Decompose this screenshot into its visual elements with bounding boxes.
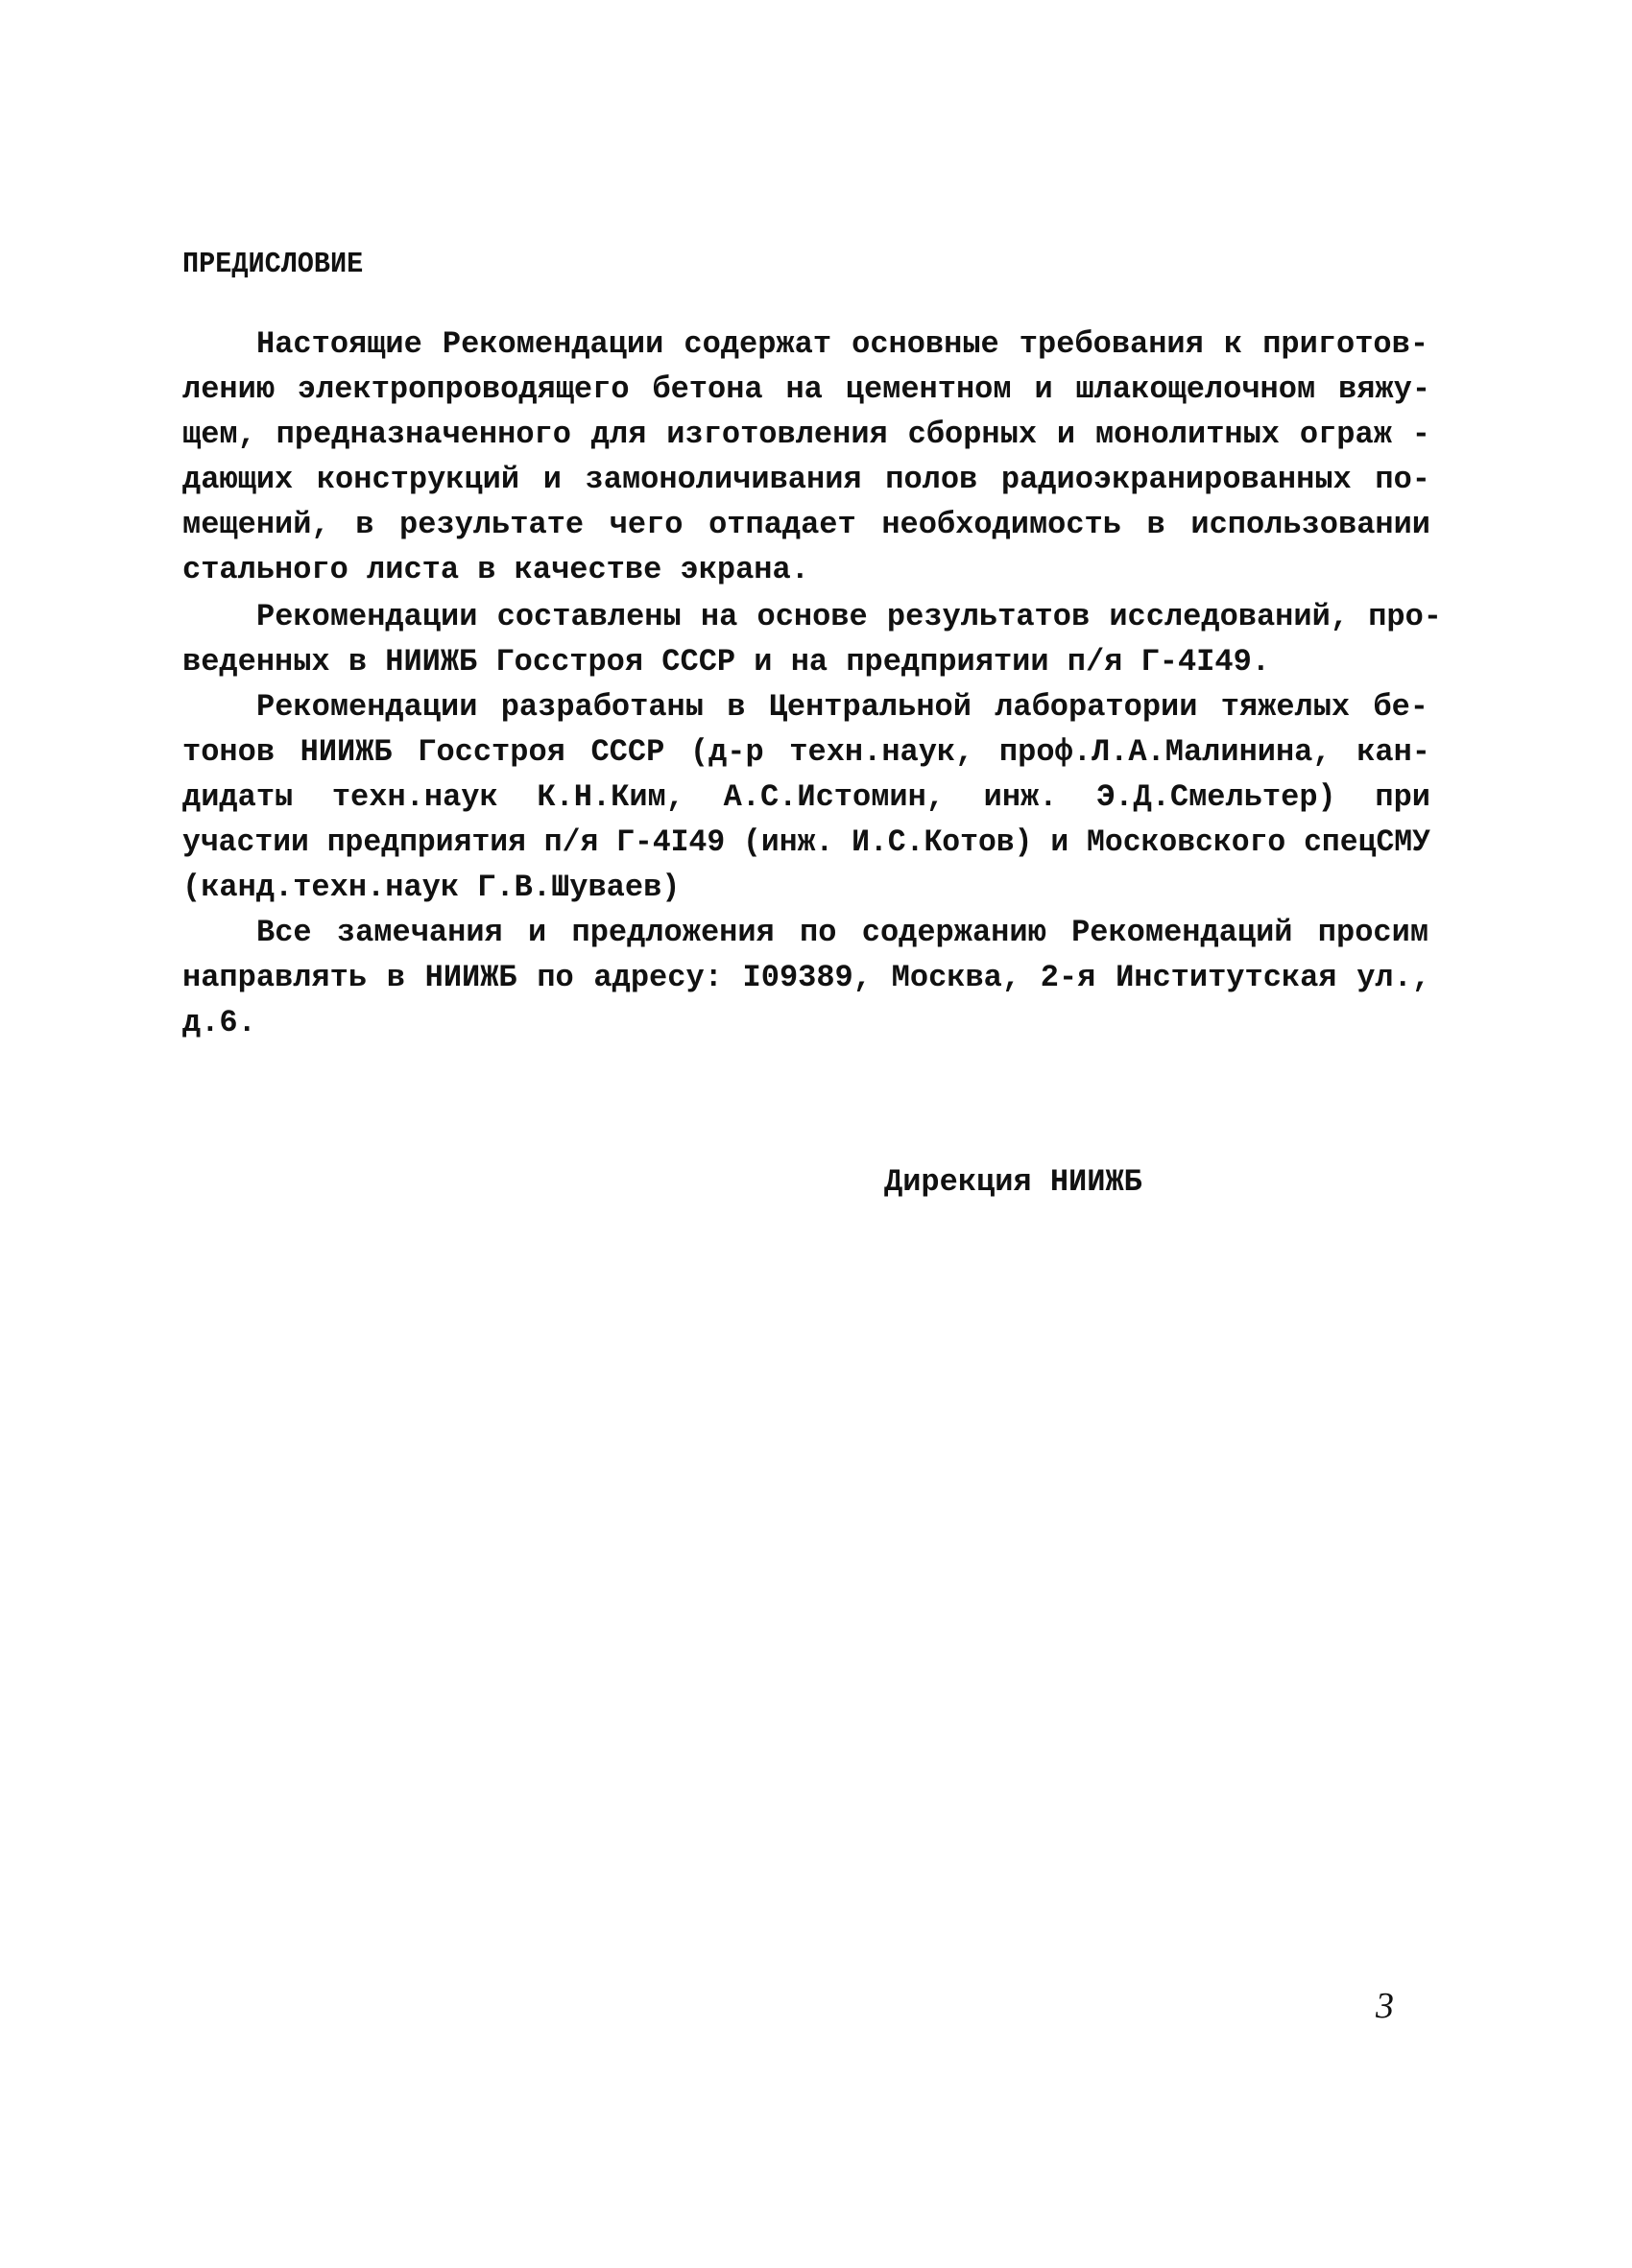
- text-line: лению электропроводящего бетона на цементном и шлакощелочном вяжу-: [182, 371, 1431, 407]
- text-line: д.6.: [182, 1005, 256, 1040]
- signature: Дирекция НИИЖБ: [884, 1164, 1142, 1200]
- text-line: мещений, в результате чего отпадает необходимость в использовании: [182, 507, 1431, 542]
- text-line: дающих конструкций и замоноличивания полов радиоэкранированных по-: [182, 462, 1430, 497]
- text-line: Все замечания и предложения по содержанию Рекомендаций просим: [256, 915, 1429, 950]
- text-line: направлять в НИИЖБ по адресу: I09389, Москва, 2-я Институтская ул.,: [182, 960, 1431, 995]
- text-line: тонов НИИЖБ Госстроя СССР (д-р техн.наук, проф.Л.А.Малинина, кан-: [182, 734, 1431, 770]
- text-line: дидаты техн.наук К.Н.Ким, А.С.Истомин, инж. Э.Д.Смельтер) при: [182, 779, 1430, 815]
- text-line: веденных в НИИЖБ Госстроя СССР и на предприятии п/я Г-4I49.: [182, 644, 1270, 680]
- text-line: (канд.техн.наук Г.В.Шуваев): [182, 870, 681, 905]
- text-line: Рекомендации составлены на основе результатов исследований, про-: [256, 599, 1442, 634]
- text-line: Рекомендации разработаны в Центральной лаборатории тяжелых бе-: [256, 689, 1429, 725]
- text-line: стального листа в качестве экрана.: [182, 552, 809, 587]
- text-line: участии предприятия п/я Г-4I49 (инж. И.С.Котов) и Московского спецСМУ: [182, 824, 1430, 860]
- preface-heading: ПРЕДИСЛОВИЕ: [182, 248, 364, 281]
- page-number: 3: [1376, 1986, 1394, 2026]
- text-line: Настоящие Рекомендации содержат основные требования к приготов-: [256, 326, 1429, 362]
- text-line: щем, предназначенного для изготовления сборных и монолитных ограж -: [182, 417, 1430, 452]
